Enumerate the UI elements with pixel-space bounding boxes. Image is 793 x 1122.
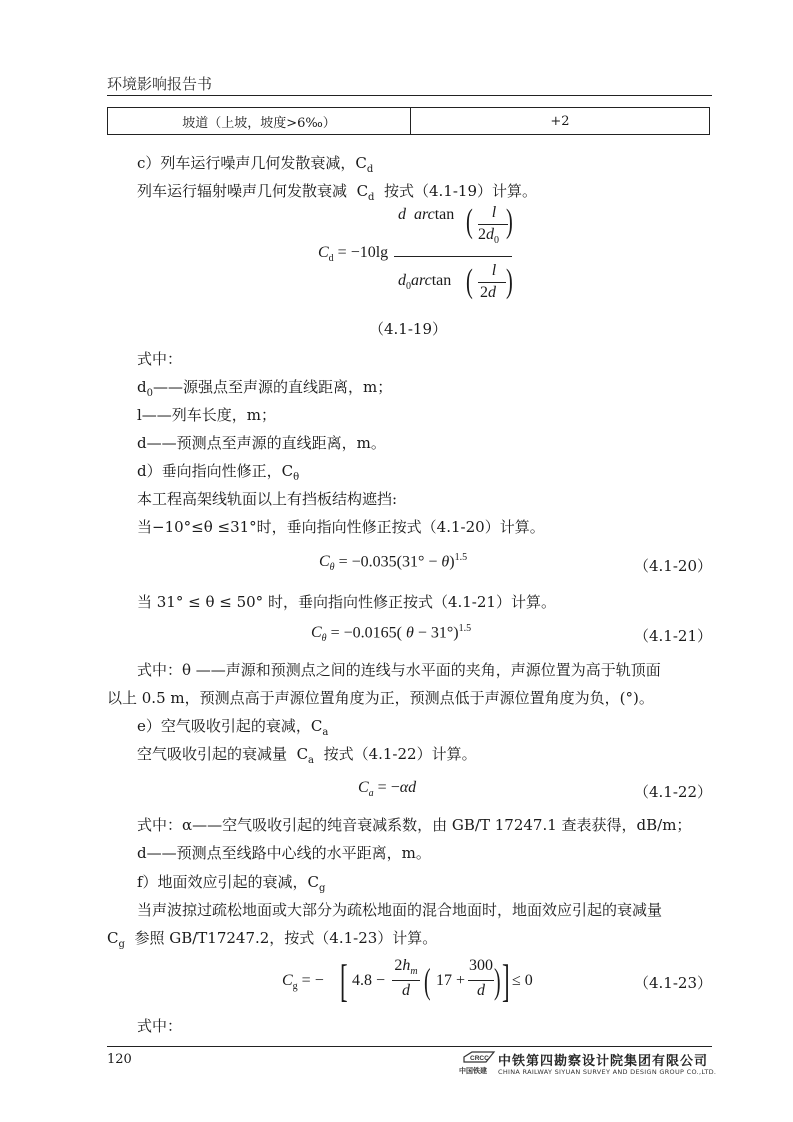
section-c-title: c）列车运行噪声几何发散衰减，$C_d$ — [137, 154, 374, 175]
equation-4-1-21: $C_\theta = -0.0165$( θ − 31°)$^{1.5}$ — [311, 623, 472, 645]
section-e-title: e）空气吸收引起的衰减，$C_a$ — [137, 717, 329, 738]
crcc-logo-icon — [462, 1049, 496, 1063]
theta-definition-line2: 以上 0.5 m，预测点高于声源位置角度为正，预测点低于声源位置角度为负，(°)。 — [107, 689, 654, 707]
section-c-description: 列车运行辐射噪声几何发散衰减 $C_d$ 按式（4.1-19）计算。 — [137, 182, 538, 203]
equation-label-4-1-20: （4.1-20） — [634, 557, 713, 575]
section-f-title: f）地面效应引起的衰减，$C_g$ — [137, 873, 326, 894]
equation-label-4-1-21: （4.1-21） — [634, 627, 713, 645]
equation-4-1-20: $C_\theta = -0.035(31^\circ - \theta)^{1.5}$ — [319, 552, 468, 574]
header-divider — [107, 95, 712, 96]
definition-d: d——预测点至声源的直线距离，m。 — [137, 434, 386, 452]
svg-text:CRCC: CRCC — [470, 1055, 489, 1062]
table-row — [107, 107, 710, 135]
company-name-en: CHINA RAILWAY SIYUAN SURVEY AND DESIGN GROUP CO.,LTD. — [498, 1068, 717, 1076]
equation-label-4-1-23: （4.1-23） — [634, 974, 713, 992]
page-number: 120 — [107, 1052, 132, 1067]
barrier-note: 本工程高架线轨面以上有挡板结构遮挡: — [137, 490, 398, 508]
where-label: 式中： — [137, 350, 183, 368]
section-f-description-line1: 当声波掠过疏松地面或大部分为疏松地面的混合地面时，地面效应引起的衰减量 — [137, 901, 663, 919]
where-label-2: 式中： — [137, 1017, 183, 1035]
equation-4-1-23: $C_g$ = − [ 4.8 − $2h_m$ d ( 17 + 300 d ) ] — [282, 955, 510, 1006]
brand-name-cn: 中国铁建 — [459, 1067, 487, 1075]
distance-definition: d——预测点至线路中心线的水平距离，m。 — [137, 844, 431, 862]
equation-4-1-23-inequality: ≤ 0 — [512, 972, 533, 989]
section-f-description-line2: $C_g$ 参照 GB/T17247.2，按式（4.1-23）计算。 — [107, 929, 438, 950]
company-name-cn: 中铁第四勘察设计院集团有限公司 — [498, 1054, 709, 1069]
table-cell-value: +2 — [550, 113, 570, 129]
equation-label-4-1-22: （4.1-22） — [634, 783, 713, 801]
table-cell-condition: 坡道（上坡，坡度>6‰） — [108, 108, 411, 134]
equation-4-1-22: $C_a = -\alpha d$ — [358, 779, 417, 800]
definition-l: l——列车长度，m； — [137, 406, 277, 424]
condition-1: 当−10°≤θ ≤31°时，垂向指向性修正按式（4.1-20）计算。 — [137, 518, 545, 536]
equation-label-4-1-19: （4.1-19） — [369, 320, 448, 338]
condition-2: 当 31° ≤ θ ≤ 50° 时，垂向指向性修正按式（4.1-21）计算。 — [137, 593, 556, 611]
theta-definition-line1: 式中：θ ——声源和预测点之间的连线与水平面的夹角，声源位置为高于轨顶面 — [137, 661, 661, 679]
section-d-title: d）垂向指向性修正，$C_\theta$ — [137, 462, 300, 483]
document-header-title: 环境影响报告书 — [107, 75, 213, 93]
footer-divider — [107, 1046, 712, 1047]
equation-4-1-19: $C_d = -10\lg$ d arctan ( l $2d_0$ ) $d_0\arctan$ ( l 2d ) — [318, 203, 513, 301]
section-e-description: 空气吸收引起的衰减量 $C_a$ 按式（4.1-22）计算。 — [137, 745, 477, 766]
definition-d0: $d_0——$源强点至声源的直线距离，m； — [137, 378, 393, 399]
alpha-definition: 式中：α——空气吸收引起的纯音衰减系数，由 GB/T 17247.1 查表获得，dB/m； — [137, 816, 692, 834]
